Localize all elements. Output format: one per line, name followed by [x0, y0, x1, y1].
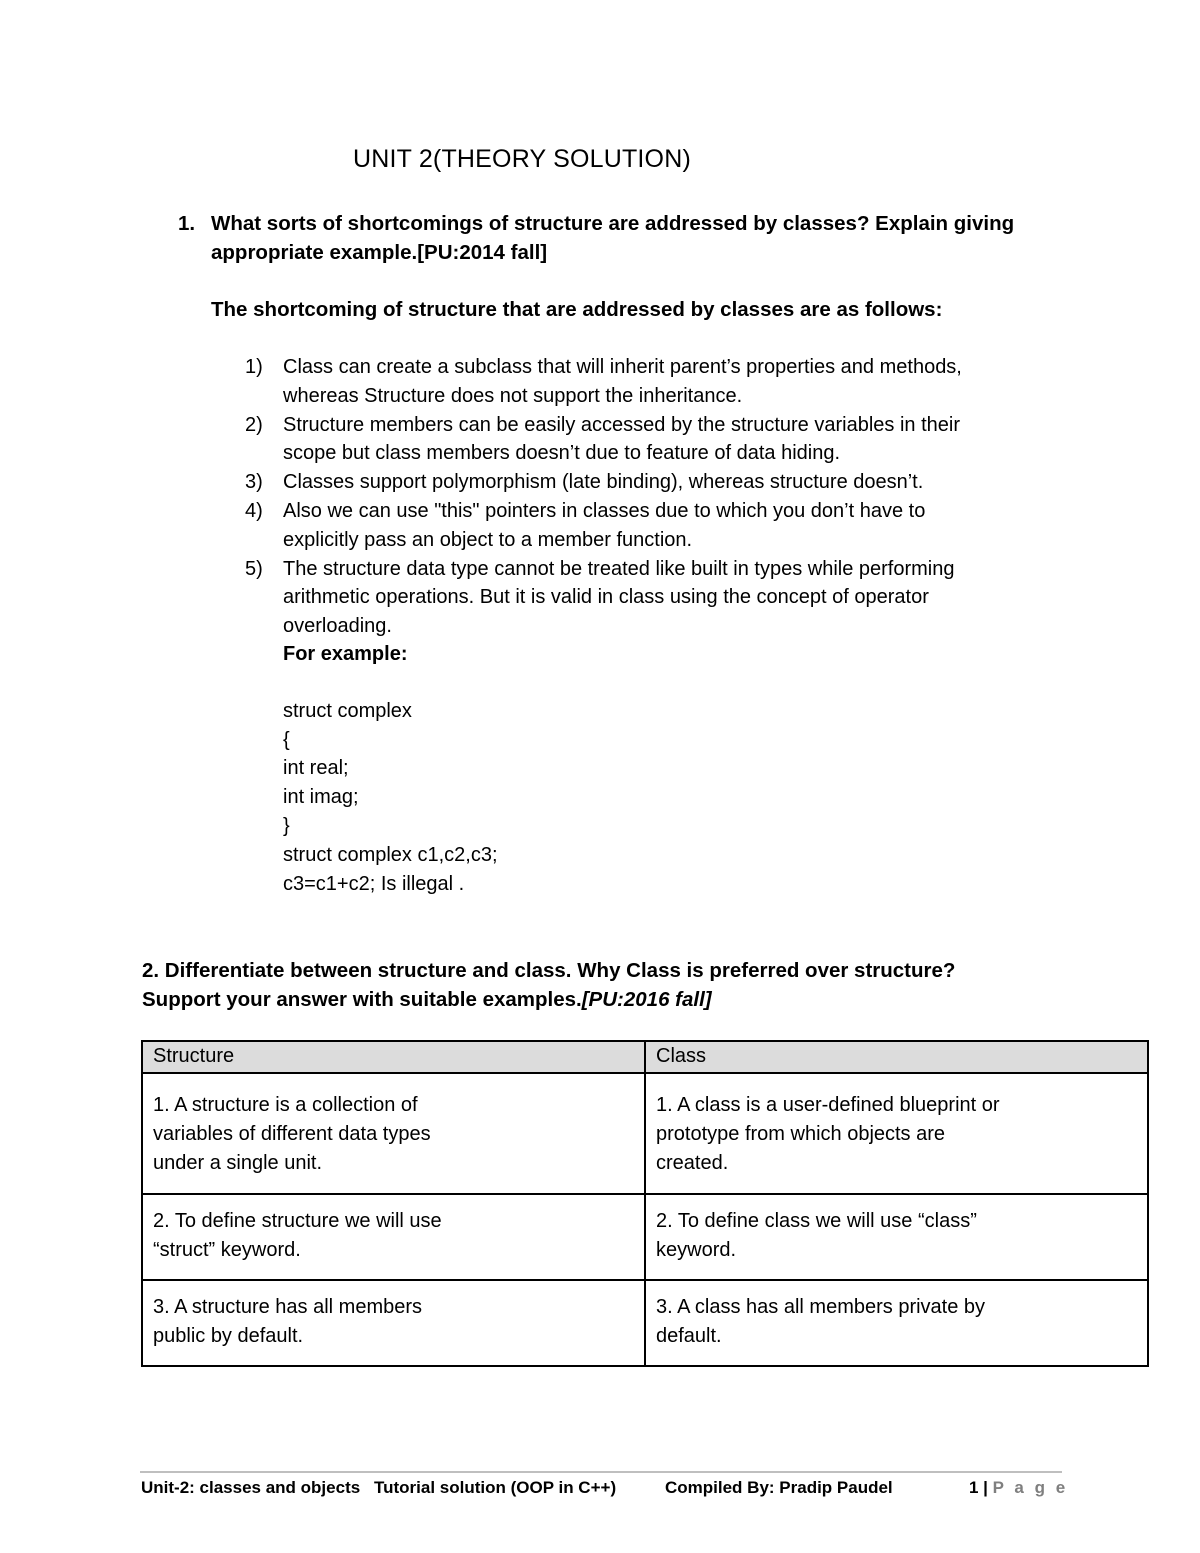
code-line: }	[283, 814, 290, 837]
column-header-structure: Structure	[142, 1041, 645, 1073]
list-item-number: 5)	[245, 557, 263, 580]
list-item-text: Classes support polymorphism (late binding), whereas structure doesn’t.	[283, 471, 924, 494]
list-item-text: Structure members can be easily accessed by the structure variables in their	[283, 413, 960, 436]
footer-unit: Unit-2: classes and objects	[141, 1478, 361, 1497]
list-item	[245, 497, 1045, 555]
list-item-text: Also we can use "this" pointers in classes due to which you don’t have to	[283, 499, 926, 522]
example-label: For example:	[283, 643, 408, 665]
question-2	[142, 956, 1102, 1014]
code-line: {	[283, 728, 290, 751]
list-item-number: 1)	[245, 356, 263, 378]
table-cell: 3. A class has all members private by default.	[645, 1280, 1148, 1366]
footer-page-label: P a g e	[992, 1478, 1069, 1497]
list-item-text: scope but class members doesn’t due to feature of data hiding.	[283, 442, 841, 465]
code-line: int real;	[283, 757, 349, 780]
question-number: 1.	[178, 212, 196, 235]
code-example	[283, 640, 883, 898]
code-block	[283, 697, 883, 899]
footer-tutorial: Tutorial solution (OOP in C++)	[374, 1478, 617, 1497]
list-item-text: Class can create a subclass that will inherit parent’s properties and methods,	[283, 356, 962, 378]
code-line: c3=c1+c2; Is illegal .	[283, 872, 465, 895]
column-header-class: Class	[645, 1041, 1148, 1073]
list-item-text: overloading.	[283, 615, 392, 638]
table-cell: 2. To define structure we will use “struct” keyword.	[142, 1194, 645, 1280]
list-item-number: 4)	[245, 499, 263, 522]
answer-intro: The shortcoming of structure that are addressed by classes are as follows:	[211, 298, 943, 321]
list-item-text: whereas Structure does not support the inheritance.	[283, 384, 743, 407]
question-1-line-2: appropriate example.[PU:2014 fall]	[211, 241, 548, 264]
table-row	[142, 1073, 1148, 1194]
list-item-text: arithmetic operations. But it is valid in class using the concept of operator	[283, 586, 929, 609]
code-line: struct complex	[283, 699, 412, 722]
table-cell: 1. A structure is a collection of variables of different data types under a single unit.	[142, 1073, 645, 1194]
code-line: struct complex c1,c2,c3;	[283, 843, 498, 866]
comparison-table	[141, 1040, 1149, 1367]
list-item-number: 3)	[245, 471, 263, 494]
table-row	[142, 1280, 1148, 1366]
shortcomings-list	[245, 353, 1045, 641]
exam-reference: [PU:2016 fall]	[581, 988, 712, 1011]
list-item-text: explicitly pass an object to a member function.	[283, 528, 693, 551]
table-cell: 3. A structure has all members public by default.	[142, 1280, 645, 1366]
table-header-row	[142, 1041, 1148, 1073]
question-1	[178, 209, 1038, 267]
table-row	[142, 1194, 1148, 1280]
question-2-line-2: Support your answer with suitable examples.[PU:2016 fall]	[142, 988, 712, 1011]
table-cell: 1. A class is a user-defined blueprint or prototype from which objects are created.	[645, 1073, 1148, 1194]
footer-author: Compiled By: Pradip Paudel	[665, 1478, 893, 1497]
list-item	[245, 353, 1045, 411]
list-item	[245, 468, 1045, 497]
question-1-line-1: 1. What sorts of shortcomings of structure are addressed by classes? Explain giving	[178, 209, 1038, 238]
table-cell: 2. To define class we will use “class” keyword.	[645, 1194, 1148, 1280]
code-line: int imag;	[283, 786, 359, 809]
list-item	[245, 411, 1045, 469]
footer-page-number: 1 | P a g e	[969, 1478, 1069, 1497]
footer-divider	[140, 1471, 1062, 1473]
list-item-text: The structure data type cannot be treated like built in types while performing	[283, 557, 955, 580]
list-item-number: 2)	[245, 413, 263, 436]
list-item	[245, 555, 1045, 641]
question-2-line-1: 2. Differentiate between structure and class. Why Class is preferred over structure?	[142, 959, 956, 982]
page-title: UNIT 2(THEORY SOLUTION)	[353, 145, 691, 173]
